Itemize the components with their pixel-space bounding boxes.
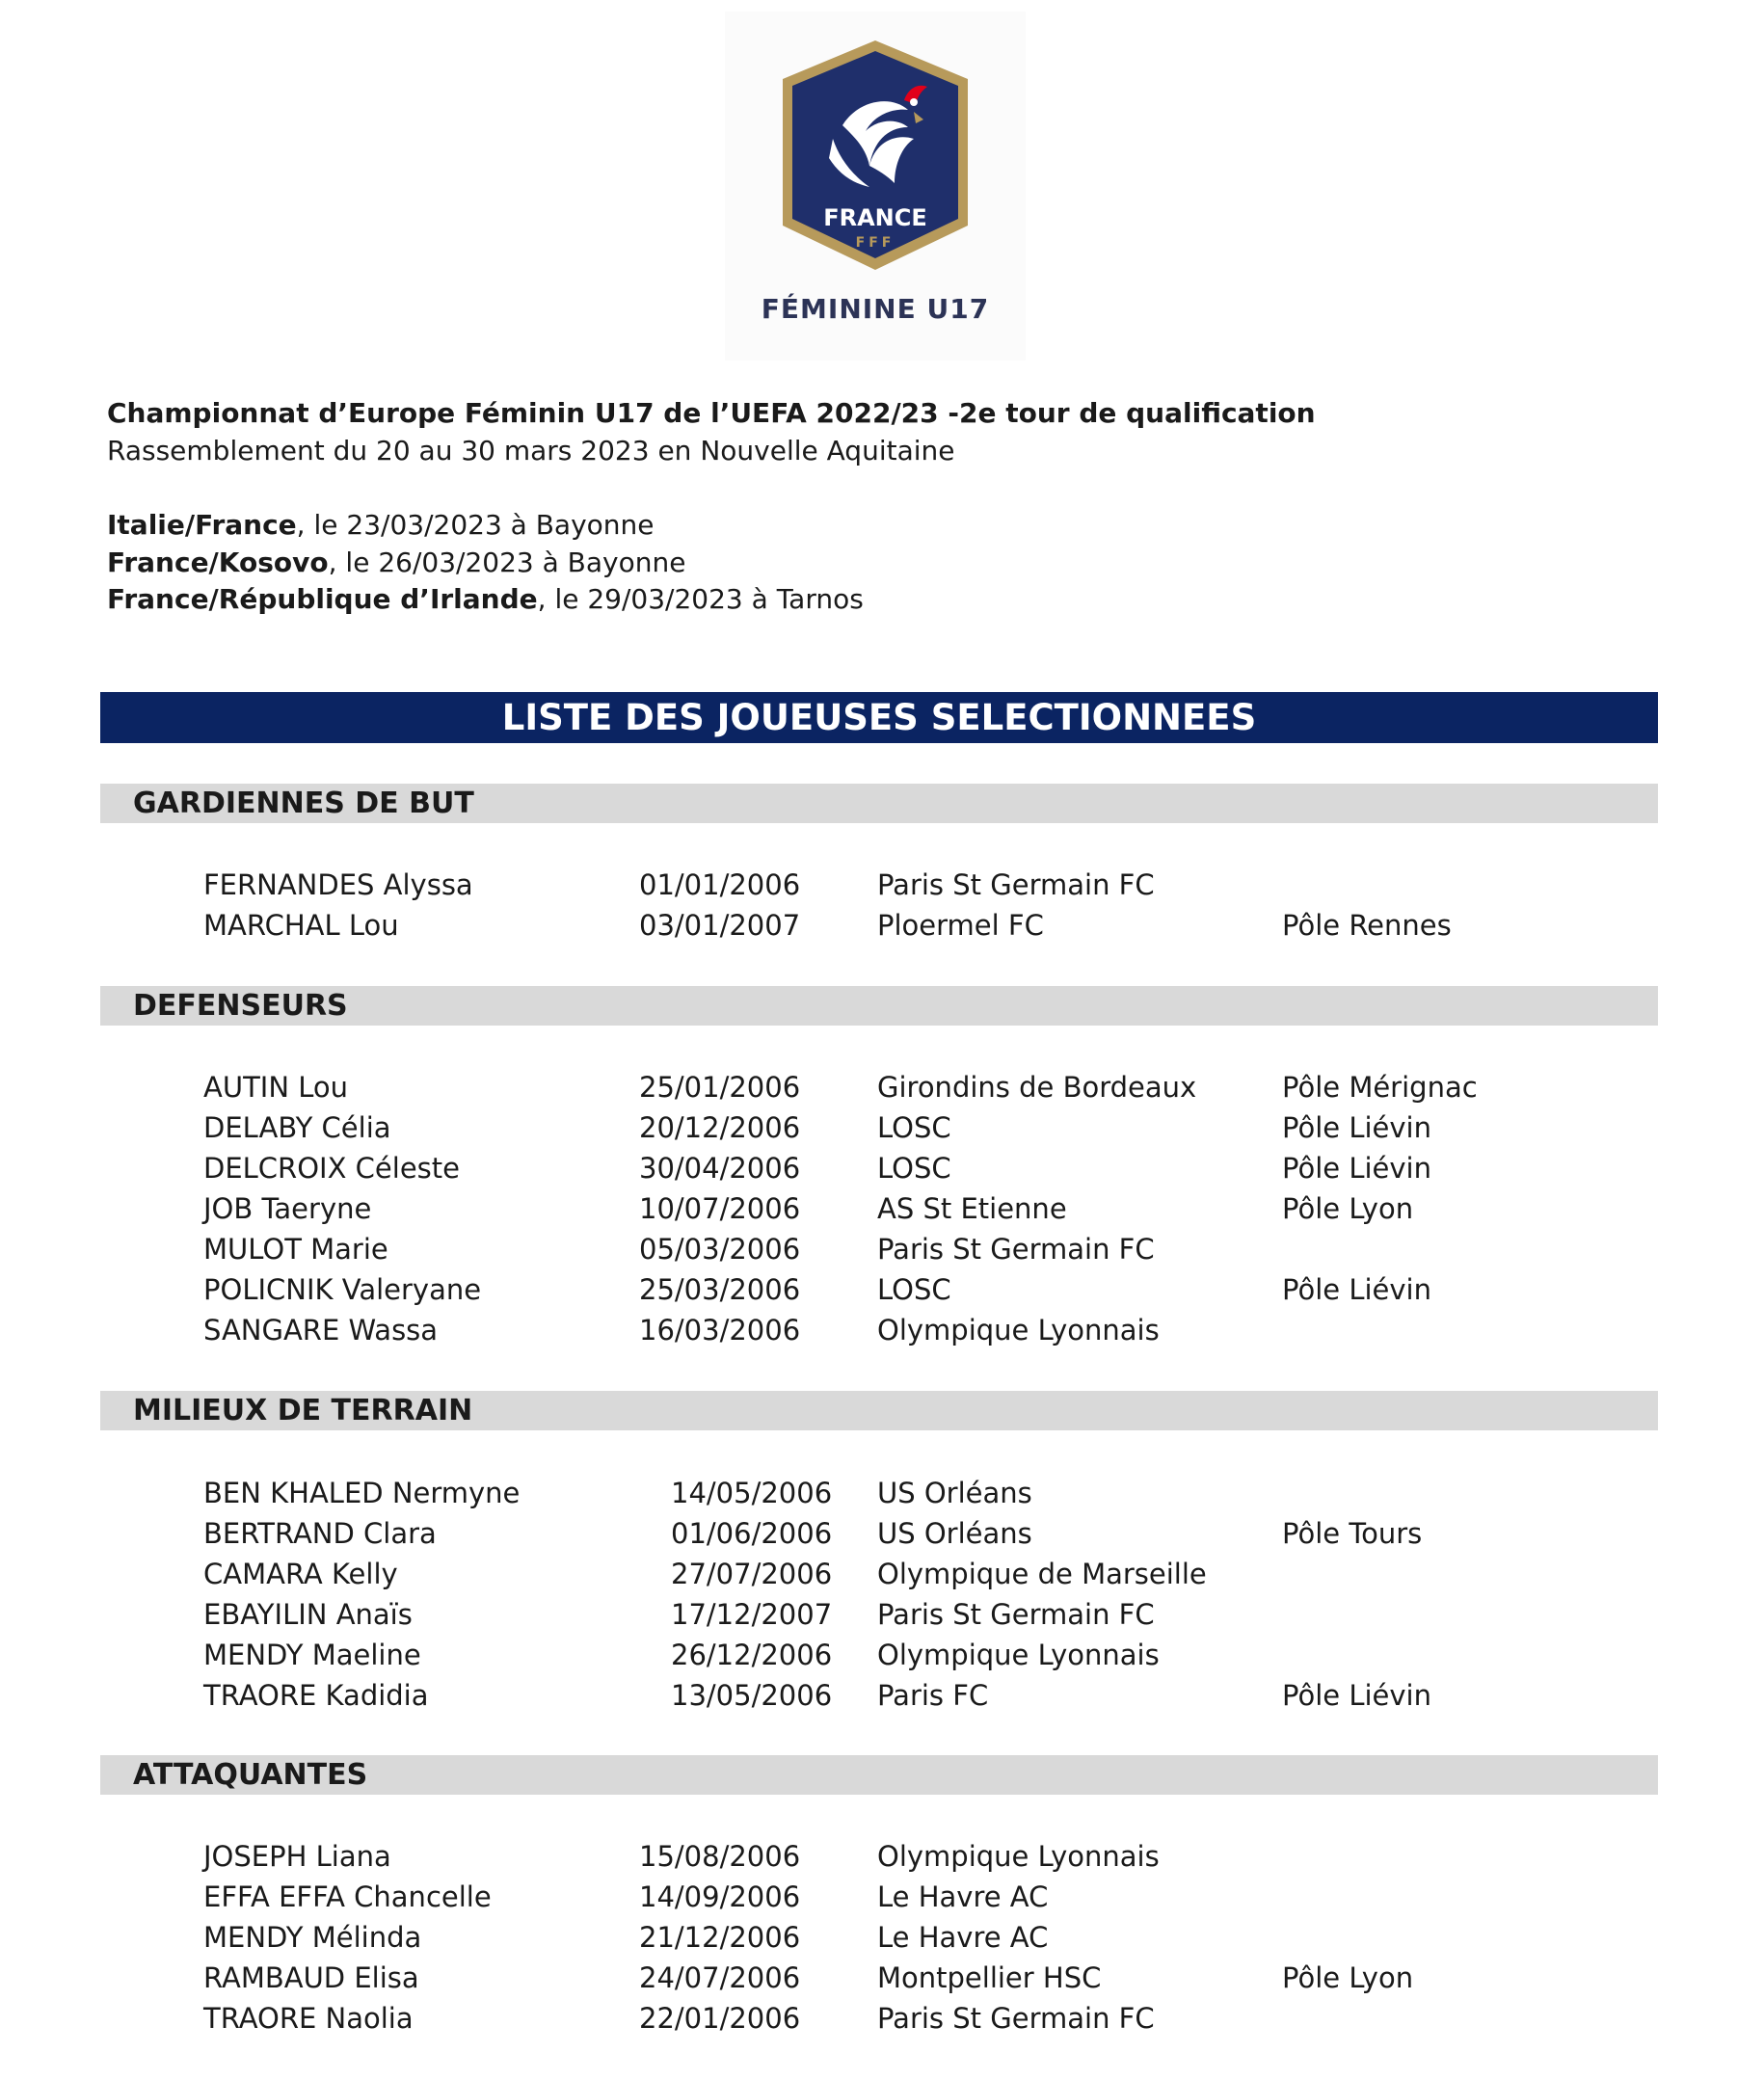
logo-caption: FÉMININE U17 <box>761 293 990 325</box>
player-pole: Pôle Tours <box>1282 1517 1423 1550</box>
player-dob: 14/09/2006 <box>639 1880 801 1913</box>
player-club: Montpellier HSC <box>877 1961 1102 1994</box>
player-name: MULOT Marie <box>203 1233 388 1266</box>
player-row <box>0 1594 1764 1635</box>
player-row <box>0 1067 1764 1107</box>
player-row <box>0 865 1764 905</box>
player-name: JOB Taeryne <box>203 1192 372 1225</box>
competition-header <box>107 395 1316 619</box>
player-dob: 17/12/2007 <box>671 1598 833 1631</box>
player-row <box>0 1513 1764 1554</box>
player-name: RAMBAUD Elisa <box>203 1961 419 1994</box>
player-dob: 27/07/2006 <box>671 1558 833 1590</box>
player-dob: 10/07/2006 <box>639 1192 801 1225</box>
player-club: Girondins de Bordeaux <box>877 1071 1197 1104</box>
player-name: SANGARE Wassa <box>203 1314 439 1347</box>
player-row <box>0 1877 1764 1917</box>
player-club: Ploermel FC <box>877 909 1044 942</box>
match-teams: France/Kosovo <box>107 546 329 578</box>
selection-banner: LISTE DES JOUEUSES SELECTIONNEES <box>100 692 1658 743</box>
player-name: CAMARA Kelly <box>203 1558 398 1590</box>
match-line <box>107 545 1316 582</box>
player-pole: Pôle Lyon <box>1282 1192 1414 1225</box>
player-dob: 01/01/2006 <box>639 868 801 901</box>
section-header-goalkeepers: GARDIENNES DE BUT <box>100 784 1658 823</box>
player-club: Paris St Germain FC <box>877 868 1155 901</box>
player-club: Paris St Germain FC <box>877 1598 1155 1631</box>
player-pole: Pôle Liévin <box>1282 1152 1431 1185</box>
player-name: FERNANDES Alyssa <box>203 868 473 901</box>
player-row <box>0 1473 1764 1513</box>
match-line <box>107 507 1316 545</box>
competition-title: Championnat d’Europe Féminin U17 de l’UEFA 2022/23 -2e tour de qualification <box>107 397 1316 429</box>
player-name: MARCHAL Lou <box>203 909 399 942</box>
player-row <box>0 1269 1764 1310</box>
player-name: DELABY Célia <box>203 1111 391 1144</box>
player-row <box>0 1554 1764 1594</box>
player-pole: Pôle Rennes <box>1282 909 1452 942</box>
player-dob: 24/07/2006 <box>639 1961 801 1994</box>
match-line <box>107 581 1316 619</box>
section-header-defenders: DEFENSEURS <box>100 986 1658 1026</box>
player-club: Olympique de Marseille <box>877 1558 1207 1590</box>
player-pole: Pôle Liévin <box>1282 1273 1431 1306</box>
player-row <box>0 1188 1764 1229</box>
player-name: EFFA EFFA Chancelle <box>203 1880 492 1913</box>
logo-wordmark: FRANCE <box>823 204 927 231</box>
player-name: EBAYILIN Anaïs <box>203 1598 413 1631</box>
player-pole: Pôle Lyon <box>1282 1961 1414 1994</box>
player-row <box>0 1836 1764 1877</box>
player-name: TRAORE Naolia <box>203 2002 414 2035</box>
player-dob: 22/01/2006 <box>639 2002 801 2035</box>
player-row <box>0 1107 1764 1148</box>
player-dob: 16/03/2006 <box>639 1314 801 1347</box>
player-dob: 01/06/2006 <box>671 1517 833 1550</box>
player-dob: 03/01/2007 <box>639 909 801 942</box>
player-name: JOSEPH Liana <box>203 1840 391 1873</box>
section-header-forwards: ATTAQUANTES <box>100 1755 1658 1795</box>
player-club: LOSC <box>877 1152 951 1185</box>
player-pole: Pôle Mérignac <box>1282 1071 1478 1104</box>
player-row <box>0 1675 1764 1716</box>
gathering-info: Rassemblement du 20 au 30 mars 2023 en Nouvelle Aquitaine <box>107 434 955 467</box>
player-dob: 26/12/2006 <box>671 1639 833 1671</box>
player-row <box>0 905 1764 946</box>
player-row <box>0 1310 1764 1350</box>
player-club: US Orléans <box>877 1517 1032 1550</box>
match-details: , le 26/03/2023 à Bayonne <box>328 546 686 578</box>
match-details: , le 23/03/2023 à Bayonne <box>296 509 655 541</box>
player-dob: 13/05/2006 <box>671 1679 833 1712</box>
player-row <box>0 1998 1764 2039</box>
player-name: MENDY Maeline <box>203 1639 421 1671</box>
player-dob: 21/12/2006 <box>639 1921 801 1954</box>
player-pole: Pôle Liévin <box>1282 1679 1431 1712</box>
player-club: Olympique Lyonnais <box>877 1639 1160 1671</box>
player-dob: 25/01/2006 <box>639 1071 801 1104</box>
player-club: US Orléans <box>877 1477 1032 1509</box>
player-dob: 20/12/2006 <box>639 1111 801 1144</box>
player-row <box>0 1229 1764 1269</box>
player-row <box>0 1917 1764 1958</box>
player-dob: 05/03/2006 <box>639 1233 801 1266</box>
player-row <box>0 1958 1764 1998</box>
player-pole: Pôle Liévin <box>1282 1111 1431 1144</box>
player-dob: 30/04/2006 <box>639 1152 801 1185</box>
section-header-midfielders: MILIEUX DE TERRAIN <box>100 1391 1658 1430</box>
match-teams: Italie/France <box>107 509 297 541</box>
player-name: BERTRAND Clara <box>203 1517 437 1550</box>
player-club: Olympique Lyonnais <box>877 1314 1160 1347</box>
player-name: TRAORE Kadidia <box>203 1679 429 1712</box>
player-club: LOSC <box>877 1273 951 1306</box>
player-name: BEN KHALED Nermyne <box>203 1477 521 1509</box>
player-dob: 14/05/2006 <box>671 1477 833 1509</box>
player-club: Paris St Germain FC <box>877 2002 1155 2035</box>
player-dob: 15/08/2006 <box>639 1840 801 1873</box>
player-dob: 25/03/2006 <box>639 1273 801 1306</box>
match-details: , le 29/03/2023 à Tarnos <box>537 583 864 615</box>
match-teams: France/République d’Irlande <box>107 583 538 615</box>
player-club: Paris FC <box>877 1679 989 1712</box>
player-club: Olympique Lyonnais <box>877 1840 1160 1873</box>
player-name: DELCROIX Céleste <box>203 1152 460 1185</box>
fff-logo <box>725 12 1026 360</box>
player-name: AUTIN Lou <box>203 1071 349 1104</box>
player-row <box>0 1635 1764 1675</box>
player-name: MENDY Mélinda <box>203 1921 422 1954</box>
logo-fff: FFF <box>855 235 895 251</box>
player-club: AS St Etienne <box>877 1192 1067 1225</box>
player-club: Le Havre AC <box>877 1880 1049 1913</box>
player-row <box>0 1148 1764 1188</box>
player-club: Paris St Germain FC <box>877 1233 1155 1266</box>
player-club: Le Havre AC <box>877 1921 1049 1954</box>
player-name: POLICNIK Valeryane <box>203 1273 482 1306</box>
player-club: LOSC <box>877 1111 951 1144</box>
